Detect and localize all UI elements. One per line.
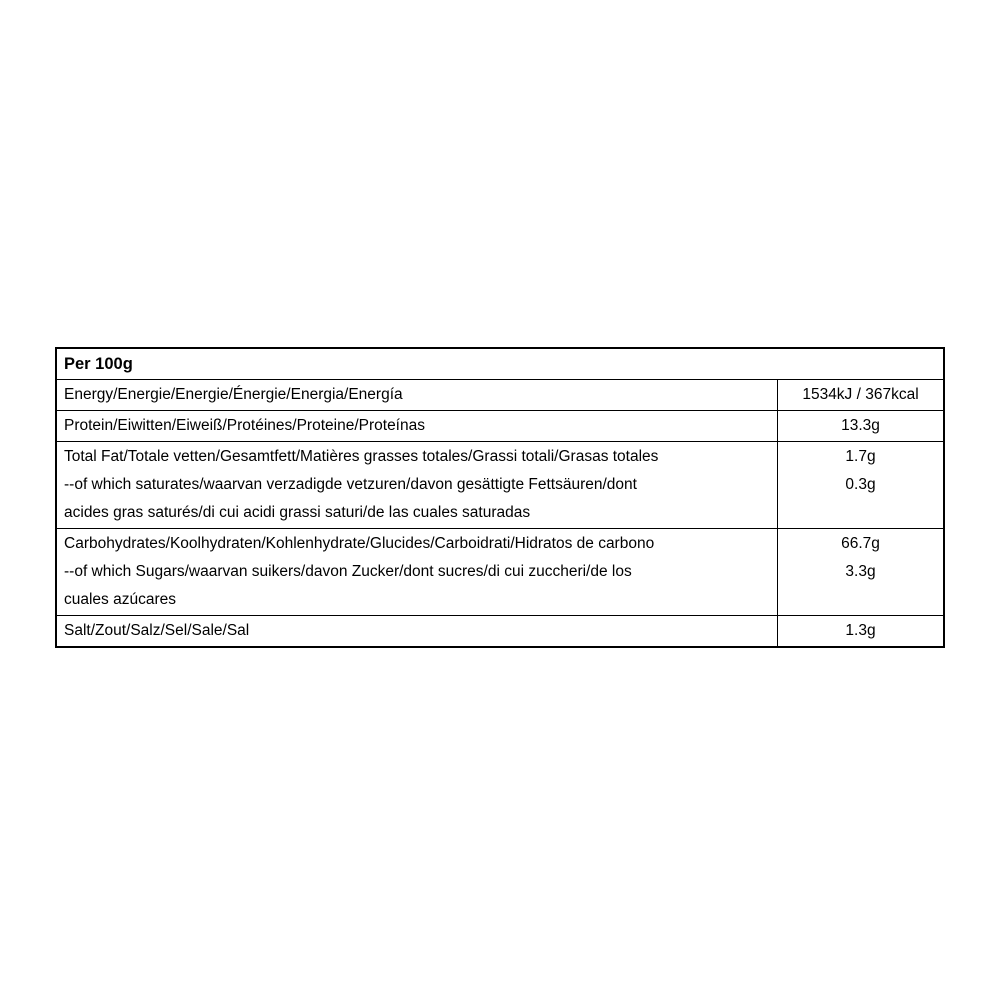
energy-label: Energy/Energie/Energie/Énergie/Energia/Energía (64, 386, 403, 403)
energy-value-cell (777, 380, 943, 410)
salt-value-cell (777, 616, 943, 646)
salt-label: Salt/Zout/Salz/Sel/Sale/Sal (64, 622, 250, 639)
table-row-protein (57, 410, 943, 441)
table-row-carbohydrates (57, 528, 943, 615)
per-100g-label: Per 100g (64, 355, 133, 373)
carbohydrates-value: 66.7g (841, 535, 880, 552)
energy-value: 1534kJ / 367kcal (802, 386, 919, 403)
protein-label: Protein/Eiwitten/Eiweiß/Protéines/Proteine/Proteínas (64, 417, 425, 434)
total-fat-label-cell (57, 442, 777, 528)
saturates-value: 0.3g (845, 476, 876, 493)
table-header-per-100g (57, 349, 943, 379)
protein-value: 13.3g (841, 417, 880, 434)
total-fat-value-cell (777, 442, 943, 528)
salt-value: 1.3g (845, 622, 876, 639)
table-row-total-fat (57, 441, 943, 528)
sugars-value: 3.3g (845, 563, 876, 580)
salt-label-cell (57, 616, 777, 646)
carbohydrates-label-cell (57, 529, 777, 615)
table-row-energy (57, 379, 943, 410)
sugars-label-line-1: --of which Sugars/waarvan suikers/davon Zucker/dont sucres/di cui zuccheri/de los (64, 563, 632, 580)
energy-label-cell (57, 380, 777, 410)
sugars-label-line-2: cuales azúcares (64, 591, 177, 608)
table-row-salt (57, 615, 943, 646)
protein-value-cell (777, 411, 943, 441)
saturates-label-line-1: --of which saturates/waarvan verzadigde vetzuren/davon gesättigte Fettsäuren/dont (64, 476, 637, 493)
total-fat-label: Total Fat/Totale vetten/Gesamtfett/Matières grasses totales/Grassi totali/Grasas totales (64, 448, 659, 465)
carbohydrates-value-cell (777, 529, 943, 615)
total-fat-value: 1.7g (845, 448, 876, 465)
carbohydrates-label: Carbohydrates/Koolhydraten/Kohlenhydrate/Glucides/Carboidrati/Hidratos de carbono (64, 535, 655, 552)
saturates-label-line-2: acides gras saturés/di cui acidi grassi saturi/de las cuales saturadas (64, 504, 531, 521)
nutrition-facts-table (55, 347, 945, 648)
protein-label-cell (57, 411, 777, 441)
